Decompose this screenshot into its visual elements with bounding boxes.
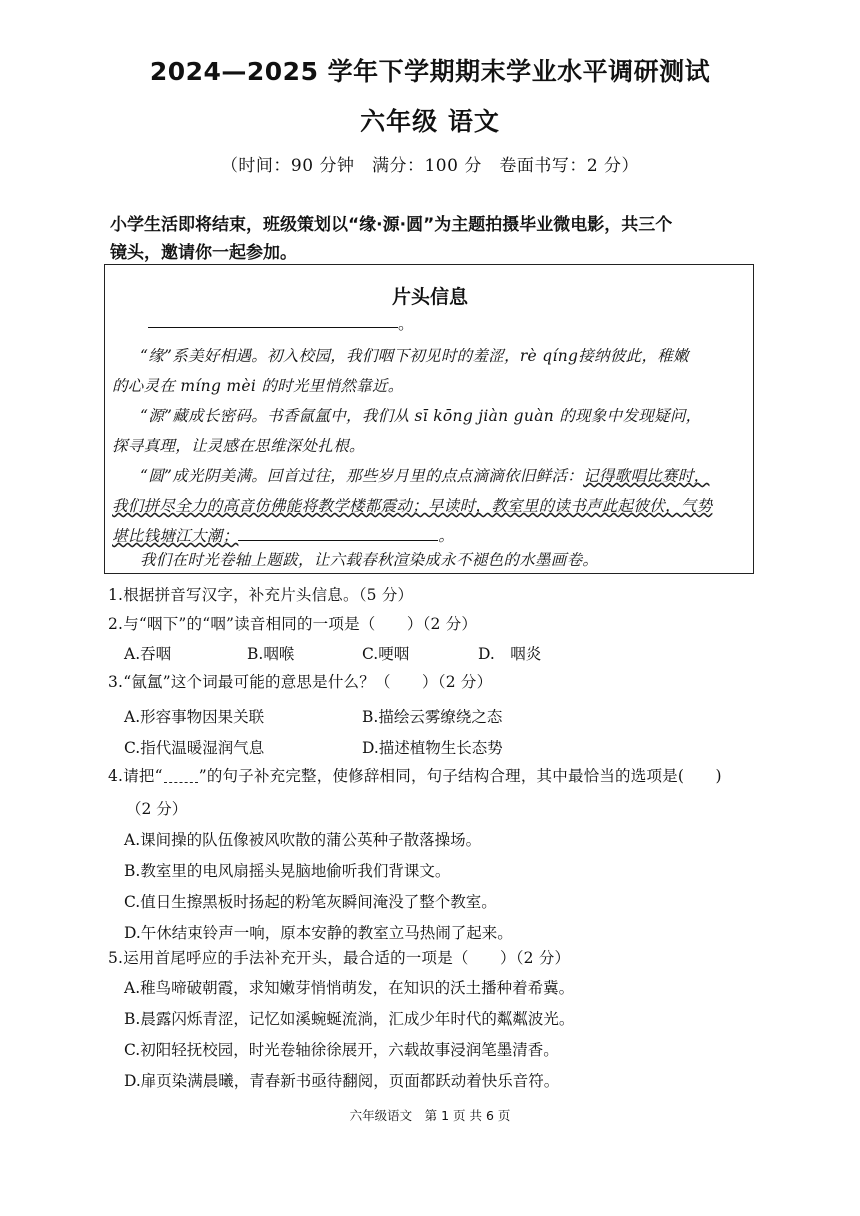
q4-option-a[interactable]: A.课间操的队伍像被风吹散的蒲公英种子散落操场。	[124, 831, 482, 849]
intro-line-2: 镜头，邀请你一起参加。	[110, 243, 297, 263]
q5-option-c[interactable]: C.初阳轻抚校园，时光卷轴徐徐展开，六载故事浸润笔墨清香。	[124, 1041, 559, 1059]
answer-blank-line[interactable]	[148, 313, 398, 328]
underlined-text-1: 记得歌唱比赛时，	[583, 467, 710, 485]
box-line-7-period: 。	[438, 527, 455, 545]
box-line-5	[140, 464, 780, 486]
q2-option-a[interactable]: A.吞咽	[124, 645, 172, 663]
q3-option-a[interactable]: A.形容事物因果关联	[124, 708, 265, 726]
q3-option-c[interactable]: C.指代温暖湿润气息	[124, 739, 265, 757]
box-line-6: 我们拼尽全力的高音仿佛能将教学楼都震动；早读时，教室里的读书声此起彼伏，气势	[112, 497, 713, 515]
q4-suffix: ”的句子补充完整，使修辞相同，句子结构合理，其中最恰当的选项是( )	[198, 767, 722, 785]
q4-blank	[164, 772, 198, 783]
question-3: 3.“氤氲”这个词最可能的意思是什么？（ ）（2 分）	[108, 673, 493, 691]
box-line-4: 探寻真理，让灵感在思维深处扎根。	[112, 437, 365, 455]
q5-option-b[interactable]: B.晨露闪烁青涩，记忆如溪蜿蜒流淌，汇成少年时代的粼粼波光。	[124, 1010, 575, 1028]
q4-prefix: 4.请把“	[108, 767, 163, 785]
q2-option-c[interactable]: C.哽咽	[362, 645, 410, 663]
intro-line-1: 小学生活即将结束，班级策划以“缘·源·圆”为主题拍摄毕业微电影，共三个	[110, 215, 673, 235]
q4-option-b[interactable]: B.教室里的电风扇摇头晃脑地偷听我们背课文。	[124, 862, 451, 880]
box-line-8: 我们在时光卷轴上题跋，让六载春秋渲染成永不褪色的水墨画卷。	[140, 551, 599, 569]
box-title: 片头信息	[391, 286, 468, 308]
blank-period: 。	[398, 314, 415, 333]
q2-option-d[interactable]: D. 咽炎	[478, 645, 542, 663]
question-5: 5.运用首尾呼应的手法补充开头，最合适的一项是（ ）（2 分）	[108, 949, 571, 967]
box-line-2: 的心灵在 míng mèi 的时光里悄然靠近。	[112, 377, 404, 395]
exam-subtitle: 六年级 语文	[360, 107, 500, 136]
box-line-5-text: “圆”成光阴美满。回首过往，那些岁月里的点点滴滴依旧鲜活：	[140, 467, 584, 485]
box-line-1: “缘”系美好相遇。初入校园，我们咽下初见时的羞涩，rè qíng接纳彼此，稚嫩	[140, 347, 689, 365]
q5-option-d[interactable]: D.扉页染满晨曦，青春新书亟待翻阅，页面都跃动着快乐音符。	[124, 1072, 560, 1090]
q5-option-a[interactable]: A.稚鸟啼破朝霞，求知嫩芽悄悄萌发，在知识的沃土播种着希冀。	[124, 979, 575, 997]
underlined-text-2: 堪比钱塘江大潮；	[112, 527, 239, 545]
q2-option-b[interactable]: B.咽喉	[247, 645, 295, 663]
q3-option-d[interactable]: D.描述植物生长态势	[362, 739, 503, 757]
box-line-3: “源”藏成长密码。书香氤氲中，我们从 sī kōng jiàn guàn 的现象中发现疑问，	[140, 407, 702, 425]
q3-option-b[interactable]: B.描绘云雾缭绕之态	[362, 708, 503, 726]
fill-blank-underline[interactable]	[238, 530, 438, 541]
exam-title: 2024—2025 学年下学期期末学业水平调研测试	[149, 57, 711, 86]
page-footer: 六年级语文 第 1 页 共 6 页	[349, 1108, 511, 1123]
q4-option-c[interactable]: C.值日生擦黑板时扬起的粉笔灰瞬间淹没了整个教室。	[124, 893, 497, 911]
question-2: 2.与“咽下”的“咽”读音相同的一项是（ ）（2 分）	[108, 615, 478, 633]
box-line-7	[112, 524, 752, 546]
q4-score: （2 分）	[126, 800, 188, 818]
question-4	[108, 764, 722, 786]
q4-option-d[interactable]: D.午休结束铃声一响，原本安静的教室立马热闹了起来。	[124, 924, 513, 942]
exam-meta: （时间：90 分钟 满分：100 分 卷面书写：2 分）	[220, 156, 640, 176]
question-1: 1.根据拼音写汉字，补充片头信息。（5 分）	[108, 586, 414, 604]
